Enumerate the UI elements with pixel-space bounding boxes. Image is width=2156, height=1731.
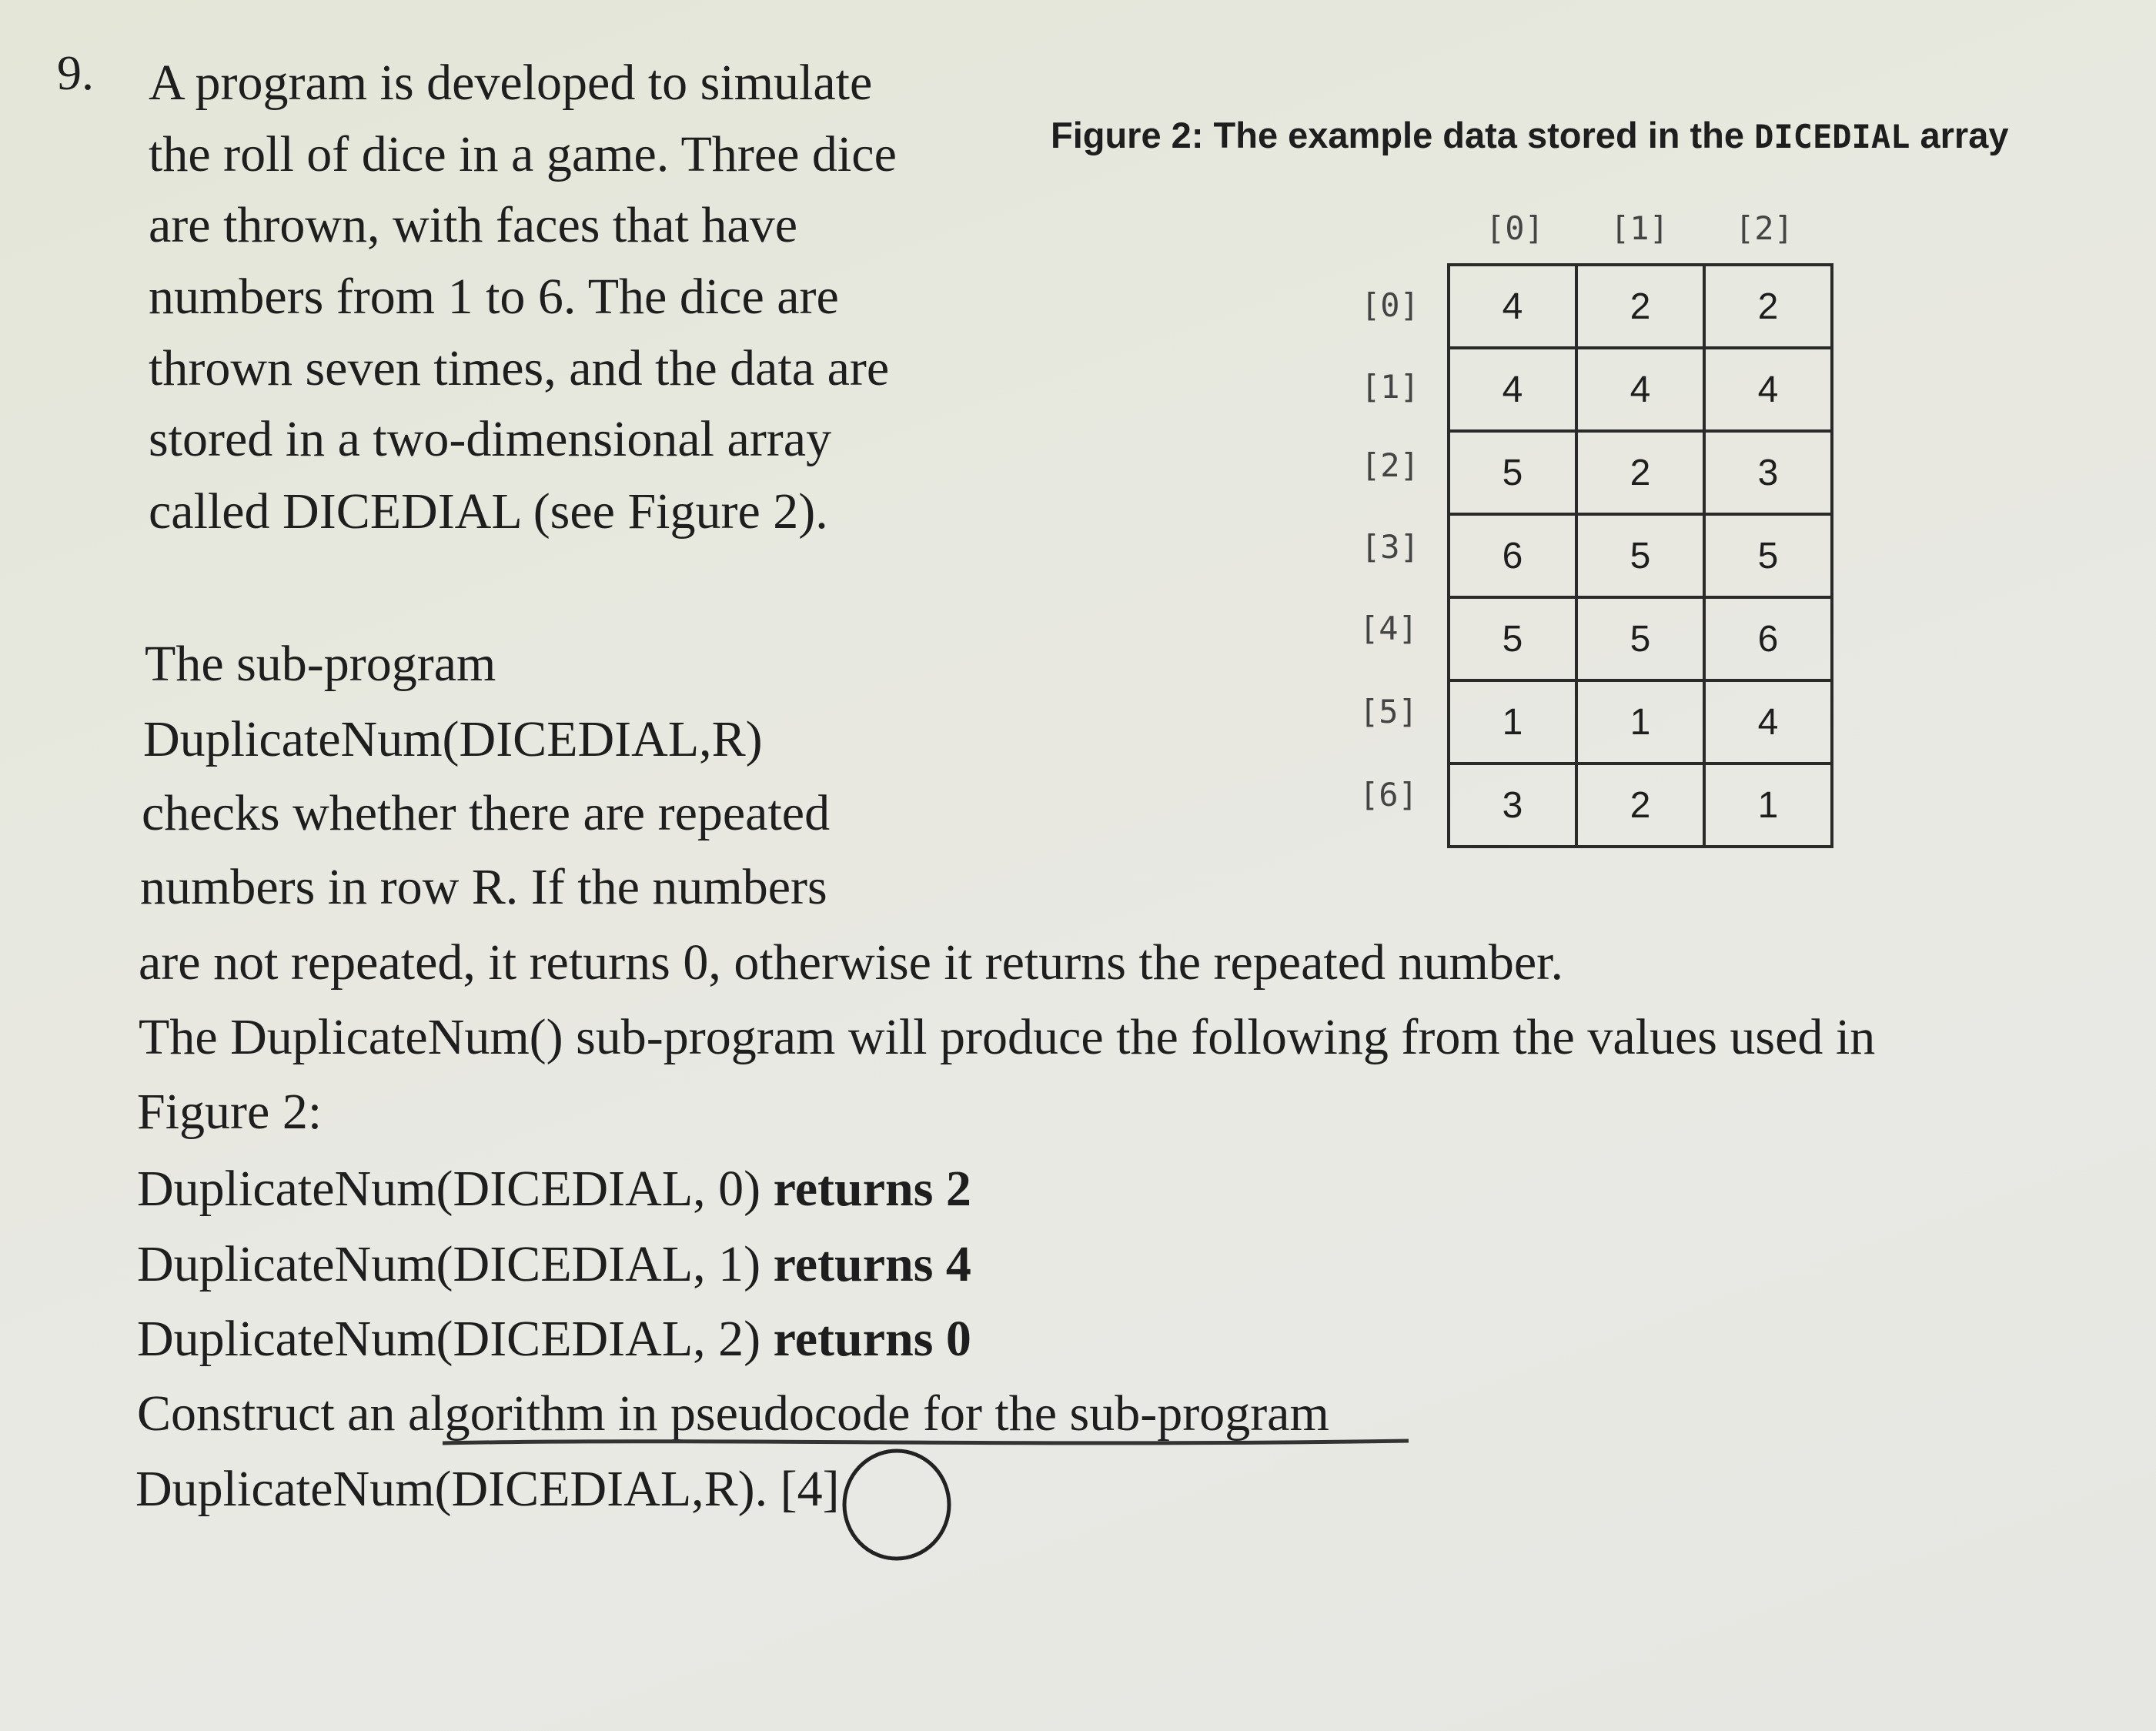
row-header: [0] (1361, 286, 1419, 324)
row-header: [4] (1359, 610, 1418, 647)
row-header: [3] (1361, 528, 1419, 566)
intro-line: called DICEDIAL (see Figure 2). (149, 483, 828, 540)
column-header: [2] (1735, 209, 1793, 247)
example-result: returns 2 (773, 1161, 971, 1217)
column-header: [0] (1486, 209, 1544, 247)
table-cell: 2 (1576, 431, 1704, 514)
example-call: DuplicateNum(DICEDIAL, 1) (137, 1236, 761, 1292)
caption-suffix: array (1920, 115, 2009, 155)
intro-line: the roll of dice in a game. Three dice (149, 126, 897, 182)
subprogram-line: DuplicateNum(DICEDIAL,R) (143, 711, 763, 767)
table-cell: 4 (1704, 348, 1832, 431)
column-header: [1] (1610, 209, 1669, 247)
pen-underline (443, 1441, 1409, 1443)
subprogram-line: The sub-program (145, 636, 496, 692)
table-cell: 4 (1449, 348, 1576, 431)
pen-circle (844, 1451, 949, 1559)
table-cell: 5 (1704, 514, 1832, 597)
subprogram-line: checks whether there are repeated (142, 785, 831, 841)
row-header: [1] (1361, 368, 1419, 406)
intro-line: stored in a two-dimensional array (149, 411, 832, 467)
table-cell: 5 (1449, 597, 1576, 680)
task-call: DuplicateNum(DICEDIAL,R). (135, 1461, 768, 1517)
table-cell: 6 (1449, 514, 1576, 597)
table-cell: 4 (1704, 680, 1832, 764)
intro-line: A program is developed to simulate (149, 55, 873, 111)
table-cell: 4 (1576, 348, 1704, 431)
caption-array-name: DICEDIAL (1754, 118, 1910, 155)
figure-caption (1051, 114, 2008, 156)
table-cell: 5 (1449, 431, 1576, 514)
table-row (1449, 348, 1832, 431)
table-row (1449, 265, 1832, 348)
intro-line: are thrown, with faces that have (149, 197, 797, 253)
table-cell: 2 (1576, 764, 1704, 847)
intro-line: thrown seven times, and the data are (149, 340, 890, 396)
table-row (1449, 431, 1832, 514)
marks: [4] (780, 1461, 840, 1517)
example-call: DuplicateNum(DICEDIAL, 0) (137, 1161, 761, 1217)
example-call: DuplicateNum(DICEDIAL, 2) (137, 1311, 761, 1367)
subprogram-line: numbers in row R. If the numbers (140, 859, 827, 915)
table-row (1449, 514, 1832, 597)
row-header: [6] (1359, 776, 1418, 814)
table-row (1449, 597, 1832, 680)
table-cell: 5 (1576, 597, 1704, 680)
intro-line: numbers from 1 to 6. The dice are (149, 269, 839, 325)
question-number: 9. (57, 45, 94, 100)
task-line: Construct an algorithm in pseudocode for the sub-program (137, 1385, 1329, 1442)
row-header: [2] (1361, 446, 1419, 484)
table-cell: 3 (1449, 764, 1576, 847)
subprogram-line: Figure 2: (137, 1084, 323, 1140)
subprogram-line: The DuplicateNum() sub-program will produce the following from the values used in (139, 1009, 1876, 1065)
table-row (1449, 764, 1832, 847)
dicedial-table (1447, 263, 1833, 848)
table-cell: 3 (1704, 431, 1832, 514)
table-cell: 2 (1704, 265, 1832, 348)
row-header: [5] (1359, 693, 1418, 730)
table-cell: 4 (1449, 265, 1576, 348)
table-cell: 2 (1576, 265, 1704, 348)
caption-prefix: Figure 2: The example data stored in the (1051, 115, 1745, 155)
example-result: returns 4 (773, 1236, 971, 1292)
table-cell: 1 (1449, 680, 1576, 764)
table-cell: 5 (1576, 514, 1704, 597)
example-result: returns 0 (773, 1311, 971, 1367)
table-cell: 6 (1704, 597, 1832, 680)
table-cell: 1 (1704, 764, 1832, 847)
table-row (1449, 680, 1832, 764)
table-cell: 1 (1576, 680, 1704, 764)
subprogram-line: are not repeated, it returns 0, otherwise it returns the repeated number. (139, 934, 1563, 991)
